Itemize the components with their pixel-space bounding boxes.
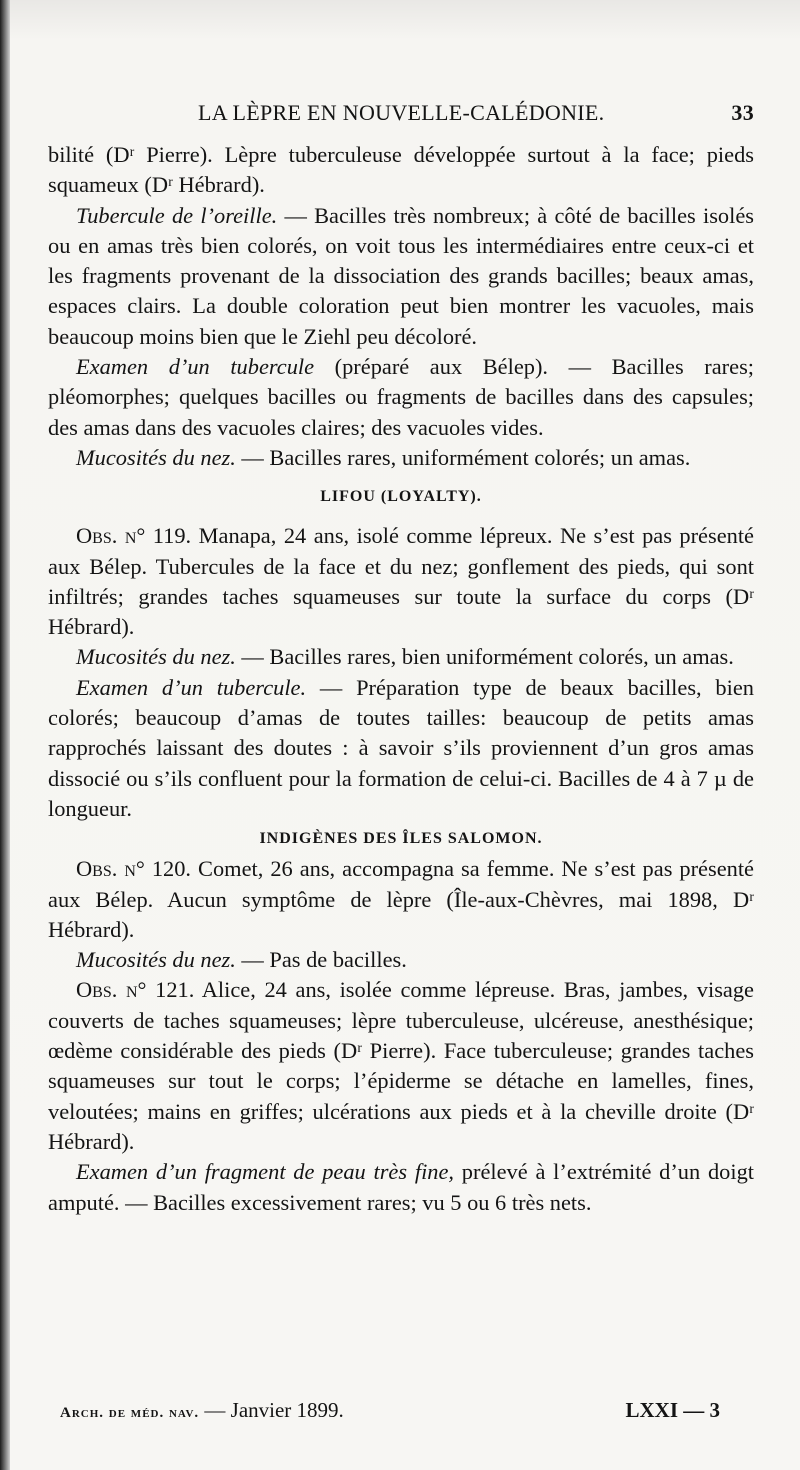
running-head <box>48 100 754 134</box>
paragraph-label: Mucosités du nez. <box>76 444 236 470</box>
paragraph-mucosites: Mucosités du nez. — Bacilles rares, uniformément colorés; un amas. <box>76 444 691 470</box>
page-number: 33 <box>731 100 754 125</box>
paragraph-label: Tubercule de l’oreille. <box>76 202 278 228</box>
paragraph-label: Mucosités du nez. <box>76 947 236 973</box>
footer-date: — Janvier 1899. <box>199 1398 344 1422</box>
paragraph-tubercule-oreille: Tubercule de l’oreille. — Bacilles très nombreux; à côté de bacilles isolés ou en amas très bien colorés, on voit tous les intermédiaires entre ceux-ci et les fragments provenant de la dissociation des grands bacilles; beaux amas, espaces clairs. La double coloration peut bien montrer les vacuoles, mais beaucoup moins bien que le Ziehl peu décoloré. <box>48 202 754 349</box>
paragraph-label: Mucosités du nez. <box>76 644 236 670</box>
observation-number: Obs. n° 119. <box>76 523 192 549</box>
footer-journal-date <box>60 1398 344 1423</box>
paragraph-label: Examen d’un tubercule. <box>76 674 307 700</box>
footer-sheet-signature: LXXI — 3 <box>625 1398 720 1422</box>
section-heading-salomon: INDIGÈNES DES ÎLES SALOMON. <box>259 830 543 848</box>
running-head-title: LA LÈPRE EN NOUVELLE-CALÉDONIE. <box>198 100 605 125</box>
footer-journal: Arch. de méd. nav. <box>60 1405 200 1421</box>
paragraph-mucosites: Mucosités du nez. — Pas de bacilles. <box>76 947 407 973</box>
paragraph-examen-fragment: Examen d’un fragment de peau très fine, prélevé à l’extrémité d’un doigt amputé. — Bacilles excessivement rares; vu 5 ou 6 très nets. <box>48 1159 754 1215</box>
observation-number: Obs. n° 121. <box>76 977 195 1003</box>
paragraph-examen-tubercule: Examen d’un tubercule. — Préparation type de beaux bacilles, bien colorés; beaucoup d’amas de toutes tailles: beaucoup de petits amas rapprochés laissant des doutes : à savoir s’ils proviennent d’un gros amas dissocié ou s’ils confluent pour la formation de celui-ci. Bacilles de 4 à 7 µ de longueur. <box>48 674 754 821</box>
paragraph-label: Examen d’un tubercule <box>76 354 315 380</box>
observation-number: Obs. n° 120. <box>76 856 192 882</box>
paragraph-obs-119: Obs. n° 119. Manapa, 24 ans, isolé comme lépreux. Ne s’est pas présenté aux Bélep. Tubercules de la face et du nez; gonflement des pieds, qui sont infiltrés; grandes taches squameuses sur toute la surface du corps (Dʳ Hébrard). <box>48 523 754 640</box>
paragraph-examen-tubercule: Examen d’un tubercule (préparé aux Bélep). — Bacilles rares; pléomorphes; quelques bacilles ou fragments de bacilles dans des capsules; des amas dans des vacuoles claires; des vacuoles vides. <box>48 354 754 440</box>
paragraph-mucosites: Mucosités du nez. — Bacilles rares, bien uniformément colorés, un amas. <box>76 644 734 670</box>
paragraph-label: Examen d’un fragment de peau très fine, <box>76 1159 455 1185</box>
page-footer <box>60 1398 720 1428</box>
section-heading-lifou: LIFOU (LOYALTY). <box>320 488 482 506</box>
paragraph-continuation: bilité (Dʳ Pierre). Lèpre tuberculeuse développée surtout à la face; pieds squameux (Dʳ Hébrard). <box>48 142 754 198</box>
paragraph-obs-120: Obs. n° 120. Comet, 26 ans, accompagna sa femme. Ne s’est pas présenté aux Bélep. Aucun symptôme de lèpre (Île-aux-Chèvres, mai 1898, Dʳ Hébrard). <box>48 856 754 942</box>
paragraph-obs-121: Obs. n° 121. Alice, 24 ans, isolée comme lépreuse. Bras, jambes, visage couverts de taches squameuses; lèpre tuberculeuse, ulcéreuse, anesthésique; œdème considérable des pieds (Dʳ Pierre). Face tuberculeuse; grandes taches squameuses sur tout le corps; l’épiderme se détache en lamelles, fines, veloutées; mains en griffes; ulcérations aux pieds et à la cheville droite (Dʳ Hébrard). <box>48 977 754 1154</box>
body-text <box>48 140 754 1218</box>
